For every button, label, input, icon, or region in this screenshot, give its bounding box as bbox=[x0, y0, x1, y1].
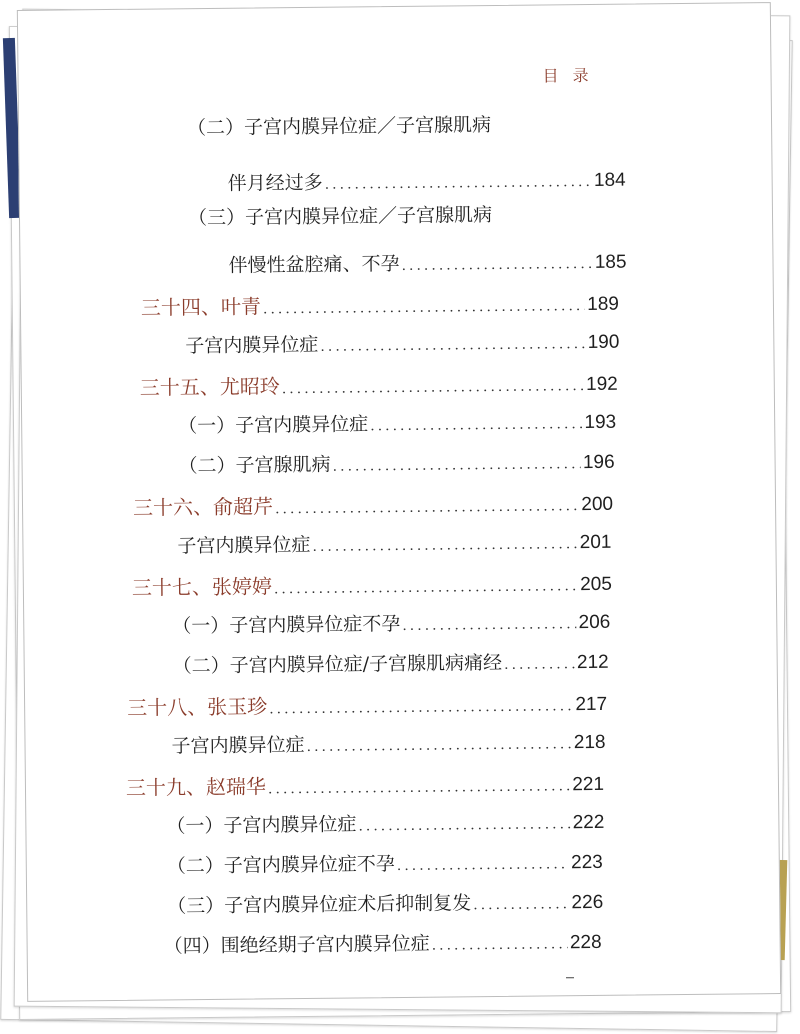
toc-entry-text: 伴慢性盆腔痛、不孕 bbox=[228, 252, 400, 277]
dot-leader bbox=[397, 856, 569, 874]
toc-page-number: 218 bbox=[573, 731, 606, 754]
dot-leader bbox=[268, 778, 570, 797]
toc-entry[interactable] bbox=[228, 165, 626, 196]
toc-entry[interactable] bbox=[173, 647, 609, 679]
toc-chapter-entry[interactable] bbox=[132, 567, 612, 601]
toc-entry-text: （二）子宫腺肌病 bbox=[178, 453, 331, 478]
toc-page-number: 222 bbox=[572, 811, 605, 834]
toc-chapter-title: 三十九、赵瑞华 bbox=[125, 774, 267, 800]
toc-entry-text: 伴月经过多 bbox=[227, 171, 323, 195]
toc-entry-text: 子宫内膜异位症 bbox=[177, 533, 311, 558]
dot-leader bbox=[432, 936, 568, 953]
dot-leader bbox=[320, 336, 585, 355]
toc-page-number: 200 bbox=[581, 493, 614, 516]
toc-entry[interactable] bbox=[171, 727, 605, 759]
dot-leader bbox=[370, 416, 582, 434]
toc-chapter-title: 三十四、叶青 bbox=[140, 294, 262, 320]
toc-entry-text: （一）子宫内膜异位症 bbox=[178, 413, 369, 438]
toc-chapter-title: 三十五、尤昭玲 bbox=[139, 374, 280, 400]
toc-entry-text: （一）子宫内膜异位症不孕 bbox=[172, 612, 401, 638]
toc-page-number: 196 bbox=[582, 451, 615, 474]
page-footer-mark bbox=[566, 977, 574, 978]
toc-entry-text: （二）子宫内膜异位症/子宫腺肌病痛经 bbox=[172, 651, 503, 678]
toc-entry[interactable] bbox=[172, 607, 610, 639]
toc-chapter-entry[interactable] bbox=[127, 687, 607, 721]
toc-entry[interactable] bbox=[166, 807, 604, 839]
toc-entry-text: （四）围绝经期子宫内膜异位症 bbox=[163, 932, 430, 958]
toc-page-number: 201 bbox=[579, 531, 612, 554]
dot-leader bbox=[306, 736, 571, 755]
dot-leader bbox=[325, 174, 592, 193]
dot-leader bbox=[282, 378, 584, 397]
toc-entry[interactable] bbox=[178, 447, 614, 479]
toc-page-number: 217 bbox=[575, 693, 608, 716]
toc-chapter-entry[interactable] bbox=[141, 287, 619, 321]
dot-leader bbox=[333, 456, 581, 475]
toc-page-number: 193 bbox=[584, 411, 617, 434]
dot-leader bbox=[274, 578, 578, 597]
toc-entry-text: （二）子宫内膜异位症／子宫腺肌病 bbox=[186, 114, 492, 140]
toc-chapter-title: 三十六、俞超芹 bbox=[132, 494, 274, 520]
toc-page-number: 212 bbox=[576, 651, 609, 674]
toc-entry[interactable] bbox=[167, 847, 603, 879]
toc-entry[interactable] bbox=[167, 887, 603, 919]
toc-page-number: 189 bbox=[587, 293, 620, 316]
toc-entry-text: 子宫内膜异位症 bbox=[171, 734, 305, 758]
toc-page-number: 190 bbox=[587, 331, 620, 354]
dot-leader bbox=[263, 298, 585, 317]
toc-page-number: 192 bbox=[585, 373, 618, 396]
table-of-contents bbox=[18, 3, 780, 1001]
toc-entry-text: 子宫内膜异位症 bbox=[185, 333, 319, 358]
dot-leader bbox=[402, 616, 576, 634]
toc-page-number: 205 bbox=[580, 573, 612, 596]
dot-leader bbox=[504, 656, 575, 673]
toc-entry-text: （三）子宫内膜异位症／子宫腺肌病 bbox=[187, 204, 493, 230]
dot-leader bbox=[401, 256, 592, 274]
toc-entry[interactable] bbox=[178, 407, 616, 439]
toc-page-number: 221 bbox=[572, 773, 605, 796]
toc-page-number: 226 bbox=[571, 891, 604, 914]
dot-leader bbox=[269, 698, 573, 717]
dot-leader bbox=[473, 896, 569, 913]
running-header: 目录 bbox=[542, 65, 603, 86]
toc-page-number: 223 bbox=[570, 851, 603, 874]
dot-leader bbox=[275, 498, 579, 517]
toc-entry[interactable] bbox=[185, 327, 619, 359]
toc-entry[interactable] bbox=[228, 247, 626, 278]
dot-leader bbox=[358, 816, 570, 834]
toc-chapter-title: 三十七、张婷婷 bbox=[131, 574, 273, 600]
toc-page-number: 228 bbox=[569, 931, 602, 954]
toc-page-number: 206 bbox=[578, 611, 611, 634]
toc-entry-text: （三）子宫内膜异位症术后抑制复发 bbox=[167, 892, 472, 918]
toc-page-number: 185 bbox=[594, 251, 627, 273]
toc-entry[interactable] bbox=[163, 927, 601, 959]
toc-chapter-entry[interactable] bbox=[140, 367, 618, 401]
toc-page-number: 184 bbox=[593, 169, 626, 191]
toc-page bbox=[17, 2, 781, 1002]
toc-chapter-title: 三十八、张玉珍 bbox=[127, 694, 268, 720]
toc-entry[interactable] bbox=[177, 527, 611, 559]
toc-chapter-entry[interactable] bbox=[133, 487, 613, 521]
toc-entry-text: （二）子宫内膜异位症不孕 bbox=[166, 853, 395, 878]
dot-leader bbox=[312, 536, 577, 555]
toc-chapter-entry[interactable] bbox=[126, 767, 604, 801]
toc-entry-text: （一）子宫内膜异位症 bbox=[166, 813, 357, 838]
